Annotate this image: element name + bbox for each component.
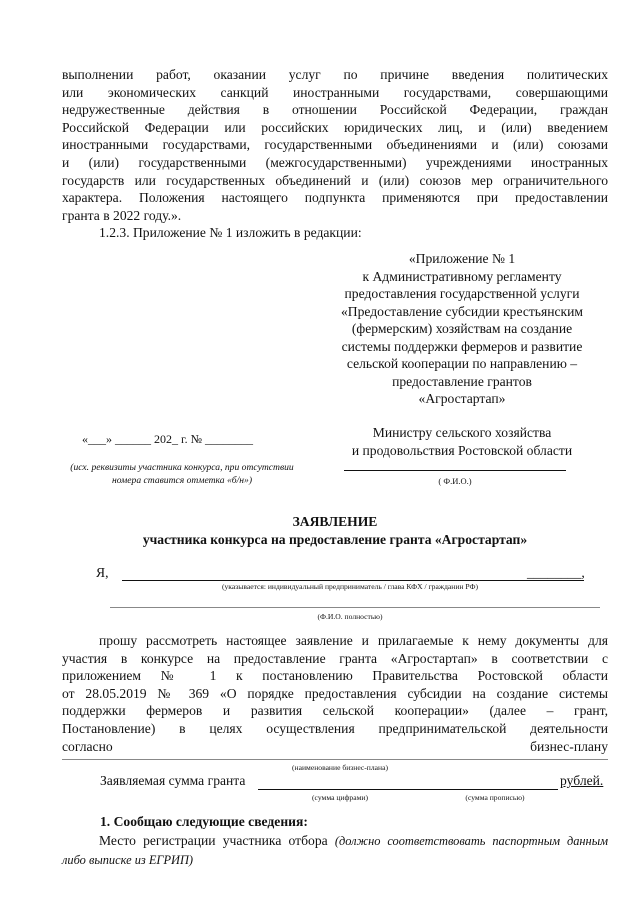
appendix-line: сельской кооперации по направлению – (346, 356, 578, 371)
appendix-line: «Агростартап» (418, 391, 506, 406)
applicant-suffix: ________, (527, 565, 585, 580)
intro-line: Российской Федерации или российских юридических лиц, и (или) введением (62, 119, 608, 135)
appendix-line: (фермерским) хозяйствам на создание (351, 321, 573, 336)
business-plan-underline (62, 759, 608, 760)
addressee-line: и продовольствия Ростовской области (351, 442, 573, 458)
grant-amount-label: Заявляемая сумма гранта (100, 773, 246, 788)
document-subtitle: участника конкурса на предоставление гранта «Агростартап» (142, 532, 528, 547)
applicant-prefix: Я, (96, 565, 109, 580)
fio-underline (344, 470, 566, 471)
intro-paragraph (62, 66, 608, 242)
appendix-line: предоставление грантов (392, 373, 532, 389)
fullname-underline (110, 607, 600, 608)
appendix-line: «Приложение № 1 (408, 251, 516, 266)
intro-line: недружественные действия в отношении Российской Федерации, граждан (62, 102, 608, 118)
registration-place-label: Место регистрации участника отбора (99, 833, 328, 848)
business-plan-caption: (наименование бизнес-плана) (292, 763, 388, 772)
section-1-text (62, 832, 608, 869)
date-number-line: «___» ______ 202_ г. № ________ (82, 432, 254, 446)
intro-line: выполнении работ, оказании услуг по причине введения политических (62, 67, 608, 82)
request-line: приложением № 1 к постановлению Правительства Ростовской области (62, 668, 608, 684)
appendix-line: предоставления государственной услуги (344, 286, 580, 301)
amount-words-caption: (сумма прописью) (465, 793, 525, 802)
section-1-heading: 1. Сообщаю следующие сведения: (100, 814, 308, 829)
intro-line: государств или государственных объединений и (или) союзов мер ограничительного (62, 172, 608, 188)
request-line: поддержки фермеров и развития сельской кооперации» (далее – грант, (62, 703, 608, 719)
request-line: согласно бизнес-плану (62, 738, 608, 754)
grant-amount-unit: рублей. (560, 773, 604, 788)
fio-caption: ( Ф.И.О.) (438, 476, 472, 486)
addressee-block (322, 424, 602, 459)
intro-line: или экономических санкций иностранными государствами, совершающими (62, 84, 608, 100)
appendix-header (322, 250, 602, 408)
registration-place-note: (должно соответствовать паспортным данным либо выписке из ЕГРИП) (62, 834, 608, 867)
fullname-caption: (Ф.И.О. полностью) (317, 612, 383, 621)
request-paragraph (62, 632, 608, 755)
request-line: от 28.05.2019 № 369 «О порядке предоставления субсидии на создание системы (62, 685, 608, 701)
requisites-note: (исх. реквизиты участника конкурса, при отсутствии номера ставится отметка «б/н») (70, 462, 294, 486)
appendix-line: системы поддержки фермеров и развитие (341, 338, 583, 354)
applicant-type-caption: (указывается: индивидуальный предприниматель / глава КФХ / гражданин РФ) (221, 582, 479, 591)
addressee-line: Министру сельского хозяйства (372, 425, 552, 440)
request-line: участия в конкурсе на предоставление гранта «Агростартап» в соответствии с (62, 650, 608, 666)
intro-last-line: гранта в 2022 году.». (62, 207, 182, 223)
document-title: ЗАЯВЛЕНИЕ (292, 514, 378, 529)
amount-digits-caption: (сумма цифрами) (312, 793, 368, 802)
grant-amount-underline (258, 789, 558, 790)
intro-line: характера. Положения настоящего подпункта применяются при предоставлении (62, 190, 608, 206)
appendix-line: к Административному регламенту (362, 268, 562, 284)
request-line: прошу рассмотреть настоящее заявление и прилагаемые к нему документы для (99, 633, 608, 648)
applicant-underline (122, 580, 584, 581)
appendix-line: «Предоставление субсидии крестьянским (340, 303, 584, 319)
request-line: Постановление) в целях осуществления предпринимательской деятельности (62, 720, 608, 736)
intro-line: иностранными государствами, государственными объединениями и (или) союзами (62, 137, 608, 153)
intro-line: и (или) государственными (межгосударственными) учреждениями иностранных (62, 154, 608, 170)
clause-text: 1.2.3. Приложение № 1 изложить в редакции: (99, 225, 362, 241)
